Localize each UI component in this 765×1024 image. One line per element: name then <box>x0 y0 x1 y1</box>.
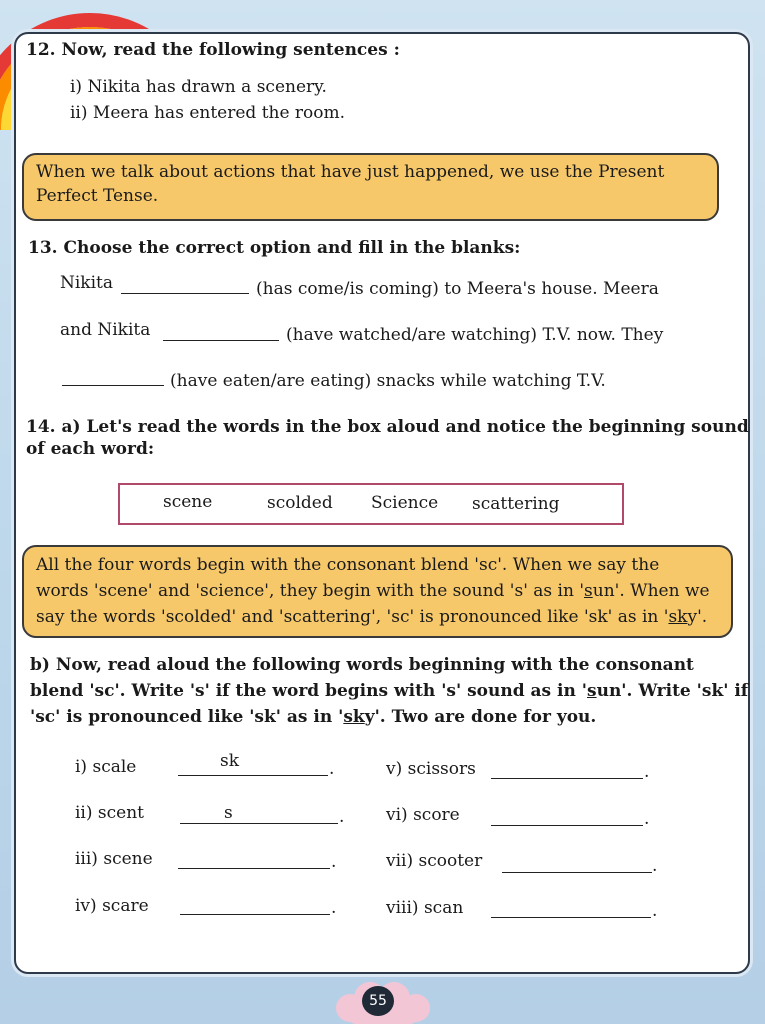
note2-line-1: All the four words begin with the consonant blend 'sc'. When we say the <box>36 555 660 575</box>
note1-line-2: Perfect Tense. <box>36 186 159 206</box>
answer-blank[interactable] <box>180 913 330 915</box>
exercise-label: vi) score <box>386 805 460 825</box>
blank-period: . <box>644 762 650 782</box>
note2-line-3: say the words 'scolded' and 'scattering', 'sc' is pronounced like 'sk' as in 'sky'. <box>36 607 708 627</box>
answer-blank[interactable] <box>502 871 652 873</box>
rule-note-present-perfect <box>22 153 719 221</box>
answer-blank[interactable] <box>178 867 330 869</box>
q14b-line-2: blend 'sc'. Write 's' if the word begins with 's' sound as in 'sun'. Write 'sk' if <box>30 681 749 701</box>
answer-blank[interactable] <box>178 774 328 776</box>
q13-blank-3[interactable] <box>62 384 164 386</box>
q13-blank-1[interactable] <box>121 292 249 294</box>
answer-blank[interactable] <box>491 777 643 779</box>
exercise-label: vii) scooter <box>386 851 483 871</box>
q13-line1-start: Nikita <box>60 273 114 293</box>
q14b-line-3: 'sc' is pronounced like 'sk' as in 'sky'. Two are done for you. <box>30 707 597 727</box>
blank-period: . <box>339 807 345 827</box>
answer-blank[interactable] <box>491 916 651 918</box>
exercise-answer: s <box>224 803 233 823</box>
blank-period: . <box>329 759 335 779</box>
q14b-line-1: b) Now, read aloud the following words beginning with the consonant <box>30 655 694 675</box>
exercise-label: iv) scare <box>75 896 149 916</box>
answer-blank[interactable] <box>491 824 643 826</box>
exercise-label: iii) scene <box>75 849 153 869</box>
q12-item-2: ii) Meera has entered the room. <box>70 103 346 123</box>
blank-period: . <box>331 898 337 918</box>
rule-note-sc-blend <box>22 545 733 638</box>
exercise-answer: sk <box>220 751 240 771</box>
blank-period: . <box>644 809 650 829</box>
exercise-label: v) scissors <box>386 759 476 779</box>
word-box-item: scattering <box>472 494 560 514</box>
q14a-line-1: 14. a) Let's read the words in the box aloud and notice the beginning sound <box>26 417 749 437</box>
q12-item-1: i) Nikita has drawn a scenery. <box>70 77 327 97</box>
q13-heading: 13. Choose the correct option and fill in the blanks: <box>28 238 521 258</box>
blank-period: . <box>652 901 658 921</box>
q14a-line-2: of each word: <box>26 439 155 459</box>
q13-line2-end: (have watched/are watching) T.V. now. They <box>286 325 664 345</box>
word-box-item: Science <box>371 493 439 513</box>
q13-blank-2[interactable] <box>163 339 279 341</box>
q13-line3-end: (have eaten/are eating) snacks while watching T.V. <box>170 371 606 391</box>
q13-line1-end: (has come/is coming) to Meera's house. Meera <box>256 279 659 299</box>
blank-period: . <box>652 856 658 876</box>
exercise-label: ii) scent <box>75 803 144 823</box>
word-box-item: scene <box>163 492 213 512</box>
word-box-item: scolded <box>267 493 333 513</box>
page-number: 55 <box>362 986 394 1016</box>
note1-line-1: When we talk about actions that have just happened, we use the Present <box>36 162 665 182</box>
exercise-label: viii) scan <box>386 898 464 918</box>
blank-period: . <box>331 852 337 872</box>
note2-line-2: words 'scene' and 'science', they begin with the sound 's' as in 'sun'. When we <box>36 581 710 601</box>
exercise-label: i) scale <box>75 757 137 777</box>
q13-line2-start: and Nikita <box>60 320 151 340</box>
answer-blank[interactable] <box>180 822 338 824</box>
q12-heading: 12. Now, read the following sentences : <box>26 40 400 60</box>
